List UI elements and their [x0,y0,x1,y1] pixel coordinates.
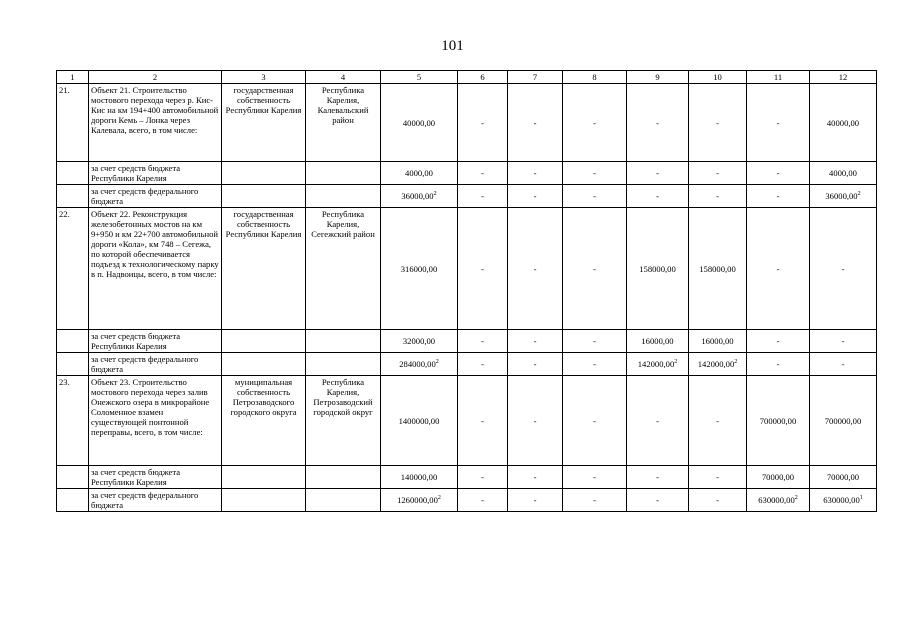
value-cell: - [810,208,877,330]
column-header: 8 [563,71,627,84]
empty-cell [222,466,306,489]
value-text: - [656,472,659,482]
value-cell [508,185,563,208]
row-number: 21. [57,84,89,162]
value-text: - [533,168,537,178]
value-cell: - [508,84,563,162]
empty-cell [57,489,89,512]
value-cell [689,185,747,208]
value-cell: - [563,208,627,330]
value-cell [563,466,627,489]
value-cell: - [747,84,810,162]
footnote-marker: 2 [433,191,437,198]
value-text: - [593,336,596,346]
object-description: Объект 22. Реконструкция железобетонных мостов на км 9+950 и км 22+700 автомобильной дороги «Кола», км 748 – Сегежа, по которой обеспечивается подъезд к технологическому парку в п. Надвоицы, всего, в том числе: [89,208,222,330]
value-text: - [481,359,484,369]
value-text: - [841,336,845,346]
value-text: - [481,495,484,505]
empty-cell [306,185,381,208]
ownership-cell: государственная собственность Республики Карелия [222,208,306,330]
value-text: 4000,00 [829,168,857,178]
value-text: - [593,359,596,369]
value-cell [508,330,563,353]
value-cell: 158000,00 [689,208,747,330]
value-cell [381,489,458,512]
budget-table [56,70,877,512]
funding-source-label: за счет средств федерального бюджета [89,185,222,208]
value-text: - [656,495,659,505]
footnote-marker: 2 [674,359,678,366]
value-text: - [776,336,780,346]
value-text: - [656,191,659,201]
object-description: Объект 21. Строительство мостового перехода через р. Кис-Кис на км 194+400 автомобильной дороги Кемь – Лонка через Калевала, всего, в том числе: [89,84,222,162]
funding-row [57,185,877,208]
value-cell: 40000,00 [810,84,877,162]
value-cell: - [563,376,627,466]
value-cell [458,330,508,353]
empty-cell [222,353,306,376]
empty-cell [57,162,89,185]
value-cell [508,466,563,489]
value-cell [689,466,747,489]
value-text: 284000,00 [399,359,436,369]
value-cell [563,489,627,512]
value-cell [563,330,627,353]
row-number: 22. [57,208,89,330]
value-cell [689,489,747,512]
value-text: - [533,472,537,482]
page-number: 101 [441,38,464,54]
value-cell [747,489,810,512]
empty-cell [222,330,306,353]
column-header: 12 [810,71,877,84]
column-header: 4 [306,71,381,84]
empty-cell [306,466,381,489]
value-cell [627,489,689,512]
value-cell: - [458,84,508,162]
empty-cell [57,330,89,353]
funding-source-label: за счет средств бюджета Республики Карелия [89,330,222,353]
value-text: - [481,472,484,482]
value-cell: - [627,376,689,466]
footnote-marker: 2 [794,495,798,502]
footnote-marker: 1 [859,495,863,502]
location-cell: Республика Карелия, Петрозаводский городской округ [306,376,381,466]
funding-row [57,353,877,376]
value-cell: - [563,84,627,162]
value-cell: - [458,208,508,330]
location-cell: Республика Карелия, Калевальский район [306,84,381,162]
empty-cell [306,489,381,512]
value-text: 142000,00 [697,359,735,369]
value-text: - [716,191,719,201]
empty-cell [57,353,89,376]
footnote-marker: 2 [734,359,738,366]
value-text: - [776,191,780,201]
value-text: - [533,359,537,369]
value-text: 630000,00 [758,495,795,505]
row-number: 23. [57,376,89,466]
value-text: 70000,00 [826,472,860,482]
value-text: 142000,00 [637,359,675,369]
footnote-marker: 2 [437,495,441,502]
funding-row [57,489,877,512]
value-cell [747,353,810,376]
value-cell: 700000,00 [747,376,810,466]
footnote-marker: 2 [435,359,439,366]
empty-cell [306,353,381,376]
empty-cell [57,185,89,208]
value-text: 70000,00 [761,472,795,482]
table-row [57,376,877,466]
value-cell [508,353,563,376]
empty-cell [57,466,89,489]
funding-source-label: за счет средств бюджета Республики Карелия [89,162,222,185]
empty-cell [222,489,306,512]
value-cell [627,353,689,376]
value-cell: - [689,376,747,466]
value-cell [458,353,508,376]
value-text: - [776,168,780,178]
value-cell [810,489,877,512]
value-cell [458,185,508,208]
value-text: - [533,191,537,201]
location-cell: Республика Карелия, Сегежский район [306,208,381,330]
value-text: - [533,495,537,505]
value-cell: 316000,00 [381,208,458,330]
column-header: 5 [381,71,458,84]
ownership-cell: государственная собственность Республики Карелия [222,84,306,162]
value-cell [747,162,810,185]
column-header: 10 [689,71,747,84]
value-cell: - [458,376,508,466]
value-cell [381,466,458,489]
value-text: - [841,359,845,369]
column-header: 6 [458,71,508,84]
funding-source-label: за счет средств бюджета Республики Карелия [89,466,222,489]
value-cell [810,330,877,353]
value-cell [689,330,747,353]
value-cell: 158000,00 [627,208,689,330]
value-cell [627,162,689,185]
footnote-marker: 2 [857,191,861,198]
value-text: 4000,00 [405,168,433,178]
table-row [57,208,877,330]
value-cell [381,353,458,376]
value-cell [458,162,508,185]
value-text: - [533,336,537,346]
header-row [57,71,877,84]
value-text: - [593,191,596,201]
value-cell [627,330,689,353]
value-text: 36000,00 [825,191,858,201]
value-text: - [776,359,780,369]
ownership-cell: муниципальная собственность Петрозаводского городского округа [222,376,306,466]
value-text: - [481,168,484,178]
value-cell [747,185,810,208]
value-cell: - [627,84,689,162]
value-cell [508,489,563,512]
value-cell [747,466,810,489]
object-description: Объект 23. Строительство мостового перехода через залив Онежского озера в микрорайоне Соломенное взамен существующей понтонной переправы, всего, в том числе: [89,376,222,466]
value-text: 1260000,00 [397,495,438,505]
value-cell [458,489,508,512]
value-cell [563,185,627,208]
value-cell [627,466,689,489]
value-cell [508,162,563,185]
value-cell [381,330,458,353]
funding-row [57,466,877,489]
value-cell [381,185,458,208]
column-header: 7 [508,71,563,84]
empty-cell [222,162,306,185]
value-text: - [716,168,719,178]
value-text: 32000,00 [402,336,436,346]
column-header: 1 [57,71,89,84]
value-cell: - [689,84,747,162]
table-body [57,71,877,512]
empty-cell [222,185,306,208]
value-cell [810,162,877,185]
value-text: - [481,336,484,346]
value-cell [689,353,747,376]
column-header: 3 [222,71,306,84]
value-cell: 700000,00 [810,376,877,466]
value-text: - [593,472,596,482]
value-cell [747,330,810,353]
value-cell [810,353,877,376]
value-cell [689,162,747,185]
funding-source-label: за счет средств федерального бюджета [89,353,222,376]
value-text: - [656,168,659,178]
funding-row [57,330,877,353]
value-cell: - [508,376,563,466]
value-cell: - [747,208,810,330]
value-text: 16000,00 [701,336,734,346]
column-header: 2 [89,71,222,84]
value-cell [563,162,627,185]
value-cell [381,162,458,185]
empty-cell [306,330,381,353]
value-text: 16000,00 [641,336,674,346]
value-cell: 40000,00 [381,84,458,162]
funding-source-label: за счет средств федерального бюджета [89,489,222,512]
value-cell: 1400000,00 [381,376,458,466]
column-header: 9 [627,71,689,84]
value-text: - [593,168,596,178]
value-cell [458,466,508,489]
value-text: - [593,495,596,505]
value-cell [563,353,627,376]
value-text: - [716,495,719,505]
value-text: 36000,00 [401,191,434,201]
value-text: - [716,472,719,482]
value-text: 140000,00 [400,472,438,482]
empty-cell [306,162,381,185]
value-cell [810,466,877,489]
table-row [57,84,877,162]
value-text: - [481,191,484,201]
funding-row [57,162,877,185]
value-text: 630000,00 [823,495,860,505]
value-cell [627,185,689,208]
column-header: 11 [747,71,810,84]
value-cell: - [508,208,563,330]
value-cell [810,185,877,208]
